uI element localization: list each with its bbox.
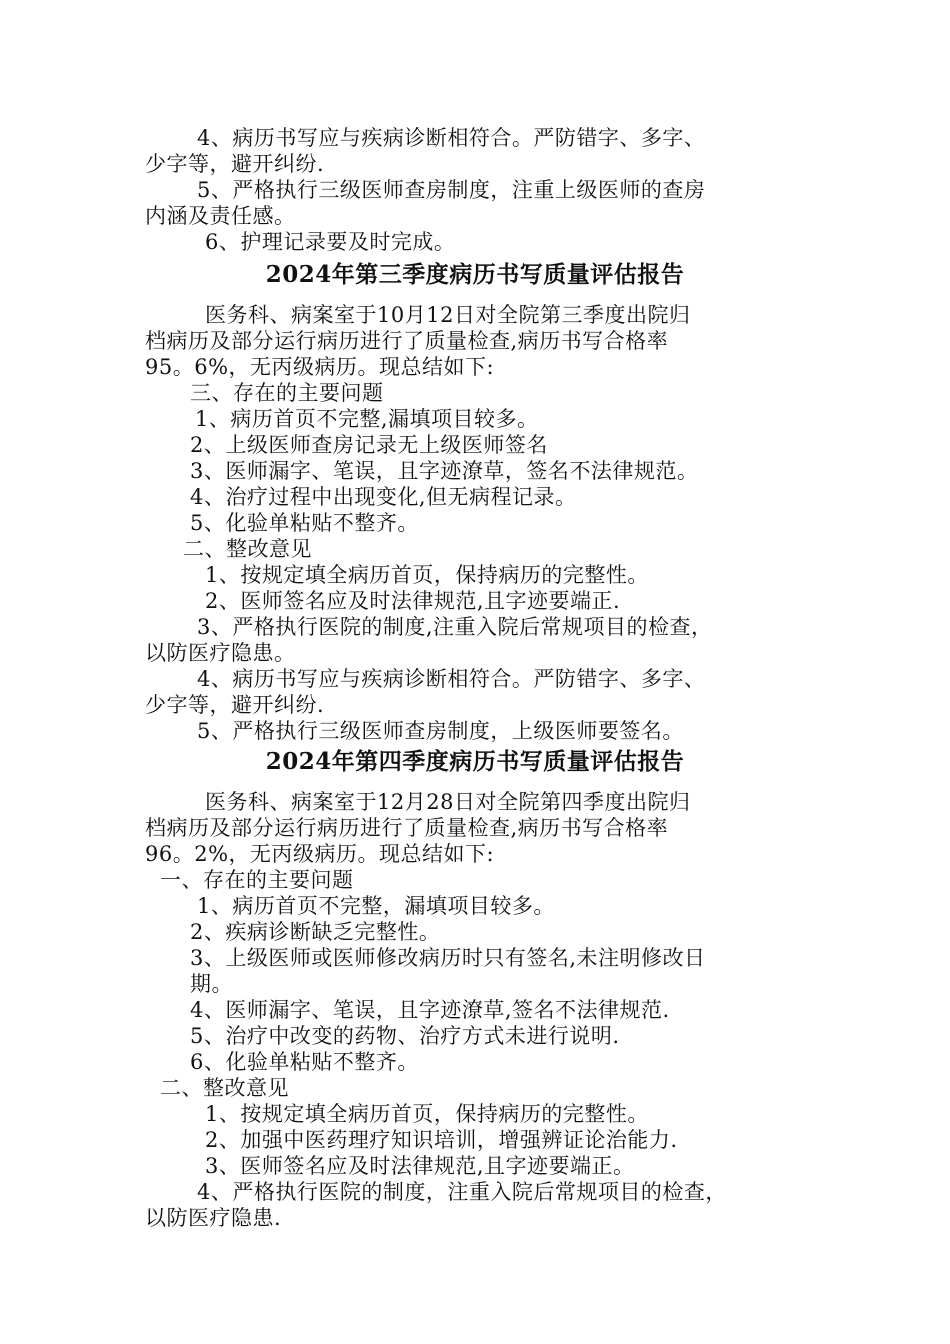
list-item: 少字等，避开纠纷.	[145, 693, 325, 717]
paragraph-line: 档病历及部分运行病历进行了质量检查,病历书写合格率	[145, 329, 669, 353]
paragraph-line: 少字等，避开纠纷.	[145, 152, 325, 176]
list-item: 1、病历首页不完整,漏填项目较多。	[195, 407, 539, 431]
section-heading: 三、存在的主要问题	[190, 381, 384, 405]
section-heading: 二、整改意见	[160, 1076, 289, 1100]
list-item: 2、上级医师查房记录无上级医师签名	[190, 433, 548, 457]
paragraph-line: 6、护理记录要及时完成。	[205, 230, 456, 254]
paragraph-line: 档病历及部分运行病历进行了质量检查,病历书写合格率	[145, 816, 669, 840]
paragraph-line: 95。6%，无丙级病历。现总结如下:	[145, 355, 495, 379]
list-item: 2、疾病诊断缺乏完整性。	[190, 920, 441, 944]
paragraph-line: 4、病历书写应与疾病诊断相符合。严防错字、多字、	[197, 126, 706, 150]
paragraph-line: 内涵及责任感。	[145, 204, 296, 228]
list-item: 3、医师漏字、笔误，且字迹潦草，签名不法律规范。	[190, 459, 699, 483]
section-title-q3: 2024年第三季度病历书写质量评估报告	[265, 261, 685, 288]
section-heading: 二、整改意见	[183, 537, 312, 561]
section-title-q4: 2024年第四季度病历书写质量评估报告	[265, 748, 685, 775]
list-item: 6、化验单粘贴不整齐。	[190, 1050, 419, 1074]
list-item: 以防医疗隐患.	[145, 1206, 282, 1230]
list-item: 3、严格执行医院的制度,注重入院后常规项目的检查，	[197, 615, 713, 639]
list-item: 期。	[190, 972, 233, 996]
list-item: 4、治疗过程中出现变化,但无病程记录。	[190, 485, 577, 509]
list-item: 5、化验单粘贴不整齐。	[190, 511, 419, 535]
section-heading: 一、存在的主要问题	[160, 868, 354, 892]
paragraph-line: 医务科、病案室于12月28日对全院第四季度出院归	[205, 790, 691, 814]
list-item: 3、医师签名应及时法律规范,且字迹要端正。	[205, 1154, 635, 1178]
list-item: 1、病历首页不完整，漏填项目较多。	[197, 894, 555, 918]
list-item: 5、治疗中改变的药物、治疗方式未进行说明.	[190, 1024, 620, 1048]
list-item: 4、严格执行医院的制度，注重入院后常规项目的检查，	[197, 1180, 727, 1204]
list-item: 5、严格执行三级医师查房制度，上级医师要签名。	[197, 719, 684, 743]
list-item: 1、按规定填全病历首页，保持病历的完整性。	[205, 1102, 649, 1126]
list-item: 3、上级医师或医师修改病历时只有签名,未注明修改日	[190, 946, 706, 970]
paragraph-line: 医务科、病案室于10月12日对全院第三季度出院归	[205, 303, 691, 327]
list-item: 1、按规定填全病历首页，保持病历的完整性。	[205, 563, 649, 587]
paragraph-line: 96。2%，无丙级病历。现总结如下:	[145, 842, 495, 866]
list-item: 4、病历书写应与疾病诊断相符合。严防错字、多字、	[197, 667, 706, 691]
paragraph-line: 5、严格执行三级医师查房制度，注重上级医师的查房	[197, 178, 706, 202]
list-item: 2、医师签名应及时法律规范,且字迹要端正.	[205, 589, 621, 613]
list-item: 以防医疗隐患。	[145, 641, 296, 665]
list-item: 2、加强中医药理疗知识培训，增强辨证论治能力.	[205, 1128, 678, 1152]
list-item: 4、医师漏字、笔误，且字迹潦草,签名不法律规范.	[190, 998, 670, 1022]
